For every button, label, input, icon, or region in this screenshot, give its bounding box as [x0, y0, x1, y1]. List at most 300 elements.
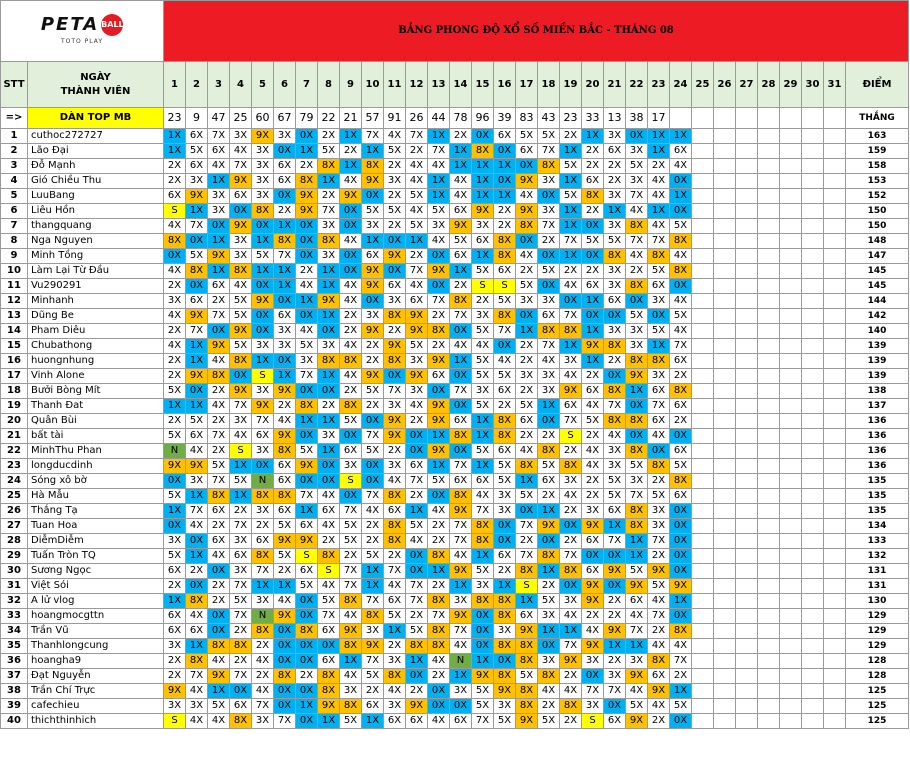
result-cell: 0X: [494, 339, 516, 354]
result-cell: 8X: [450, 489, 472, 504]
result-cell: 9X: [186, 309, 208, 324]
row-score: 136: [846, 414, 909, 429]
member-name: Đỗ Mạnh: [28, 159, 164, 174]
result-cell: 5X: [670, 459, 692, 474]
result-cell: 4X: [406, 399, 428, 414]
result-cell: 8X: [670, 624, 692, 639]
result-cell: 4X: [648, 429, 670, 444]
result-cell: 6X: [494, 264, 516, 279]
result-cell: 5X: [362, 549, 384, 564]
result-cell: [692, 159, 714, 174]
result-cell: 0X: [604, 369, 626, 384]
result-cell: 6X: [472, 474, 494, 489]
result-cell: 7X: [252, 699, 274, 714]
result-cell: 5X: [340, 714, 362, 729]
result-cell: 8X: [494, 639, 516, 654]
result-cell: 7X: [362, 489, 384, 504]
result-cell: 2X: [252, 669, 274, 684]
table-row: [1, 414, 909, 429]
result-cell: 9X: [230, 174, 252, 189]
result-cell: 3X: [494, 489, 516, 504]
result-cell: 7X: [450, 534, 472, 549]
result-cell: 2X: [648, 624, 670, 639]
result-cell: 3X: [384, 399, 406, 414]
result-cell: [758, 669, 780, 684]
member-name: hoangha9: [28, 654, 164, 669]
result-cell: 4X: [648, 699, 670, 714]
result-cell: 2X: [670, 369, 692, 384]
member-name: Minh Tồng: [28, 249, 164, 264]
result-cell: 7X: [450, 309, 472, 324]
header-day: 20: [582, 62, 604, 108]
result-cell: 0X: [516, 504, 538, 519]
result-cell: [736, 699, 758, 714]
result-cell: [758, 384, 780, 399]
result-cell: 7X: [626, 234, 648, 249]
result-cell: 8X: [494, 234, 516, 249]
result-cell: [714, 609, 736, 624]
top-number-cell: [714, 108, 736, 129]
result-cell: 1X: [670, 594, 692, 609]
result-cell: [692, 324, 714, 339]
result-cell: 7X: [406, 264, 428, 279]
result-cell: 5X: [494, 369, 516, 384]
result-cell: 4X: [208, 354, 230, 369]
result-cell: 8X: [230, 639, 252, 654]
member-name: Tuan Hoa: [28, 519, 164, 534]
result-cell: 7X: [648, 399, 670, 414]
result-cell: [824, 684, 846, 699]
result-cell: [780, 714, 802, 729]
member-name: Thanh Đat: [28, 399, 164, 414]
result-cell: 8X: [516, 654, 538, 669]
member-name: Chubathong: [28, 339, 164, 354]
top-number-cell: 22: [318, 108, 340, 129]
result-cell: [824, 714, 846, 729]
member-name: Vinh Alone: [28, 369, 164, 384]
top-number-cell: 43: [538, 108, 560, 129]
result-cell: 3X: [384, 174, 406, 189]
result-cell: 1X: [252, 264, 274, 279]
result-cell: 6X: [406, 714, 428, 729]
result-cell: [714, 264, 736, 279]
result-cell: [758, 339, 780, 354]
result-cell: 8X: [340, 639, 362, 654]
result-cell: 4X: [428, 234, 450, 249]
result-cell: [758, 564, 780, 579]
result-cell: 3X: [516, 369, 538, 384]
result-cell: 1X: [208, 234, 230, 249]
result-cell: 5X: [208, 699, 230, 714]
result-cell: 3X: [648, 519, 670, 534]
result-cell: [758, 219, 780, 234]
result-cell: 8X: [384, 489, 406, 504]
result-cell: 3X: [472, 579, 494, 594]
row-stt: 39: [1, 699, 28, 714]
table-row: [1, 714, 909, 729]
result-cell: [758, 534, 780, 549]
result-cell: 1X: [164, 129, 186, 144]
result-cell: 6X: [560, 399, 582, 414]
result-cell: 4X: [428, 504, 450, 519]
result-cell: 5X: [604, 234, 626, 249]
top-number-cell: 83: [516, 108, 538, 129]
result-cell: 1X: [296, 144, 318, 159]
result-cell: [780, 399, 802, 414]
result-cell: 0X: [296, 249, 318, 264]
row-stt: 22: [1, 444, 28, 459]
row-score: 135: [846, 504, 909, 519]
row-score: 131: [846, 579, 909, 594]
result-cell: [824, 594, 846, 609]
header-day: 28: [758, 62, 780, 108]
header-day: 6: [274, 62, 296, 108]
row-stt: 17: [1, 369, 28, 384]
top-number-cell: 23: [164, 108, 186, 129]
member-name: bất tài: [28, 429, 164, 444]
result-cell: [802, 609, 824, 624]
result-cell: 6X: [604, 144, 626, 159]
result-cell: [802, 579, 824, 594]
result-cell: 0X: [428, 489, 450, 504]
result-cell: 0X: [582, 309, 604, 324]
result-cell: 7X: [428, 144, 450, 159]
result-cell: 4X: [340, 174, 362, 189]
result-cell: 3X: [230, 249, 252, 264]
result-cell: 2X: [362, 684, 384, 699]
result-cell: 1X: [648, 204, 670, 219]
result-cell: [780, 414, 802, 429]
result-cell: 0X: [670, 504, 692, 519]
result-cell: 0X: [538, 279, 560, 294]
result-cell: [758, 414, 780, 429]
header-day: 3: [208, 62, 230, 108]
result-cell: 6X: [670, 354, 692, 369]
result-cell: 1X: [604, 204, 626, 219]
result-cell: [692, 444, 714, 459]
top-number-cell: 21: [340, 108, 362, 129]
result-cell: 6X: [274, 459, 296, 474]
result-cell: [802, 564, 824, 579]
row-score: 129: [846, 639, 909, 654]
result-cell: [692, 189, 714, 204]
result-cell: [802, 384, 824, 399]
row-stt: 28: [1, 534, 28, 549]
result-cell: 1X: [648, 144, 670, 159]
result-cell: 4X: [538, 684, 560, 699]
result-cell: 2X: [164, 354, 186, 369]
result-cell: 2X: [384, 324, 406, 339]
result-cell: 0X: [670, 714, 692, 729]
result-cell: 9X: [384, 339, 406, 354]
result-cell: 1X: [340, 159, 362, 174]
result-cell: [714, 249, 736, 264]
result-cell: [736, 279, 758, 294]
result-cell: 9X: [230, 219, 252, 234]
result-cell: 7X: [582, 684, 604, 699]
result-cell: 4X: [340, 279, 362, 294]
result-cell: 8X: [670, 234, 692, 249]
result-cell: 4X: [472, 339, 494, 354]
result-cell: 4X: [670, 324, 692, 339]
result-cell: 8X: [494, 594, 516, 609]
result-cell: [824, 669, 846, 684]
result-cell: 4X: [340, 294, 362, 309]
result-cell: [780, 129, 802, 144]
result-cell: [758, 174, 780, 189]
header-day: 18: [538, 62, 560, 108]
result-cell: 0X: [428, 699, 450, 714]
result-cell: [780, 609, 802, 624]
result-cell: [824, 639, 846, 654]
result-cell: 5X: [406, 339, 428, 354]
result-cell: [714, 534, 736, 549]
row-stt: 37: [1, 669, 28, 684]
result-cell: 7X: [648, 234, 670, 249]
result-cell: 1X: [252, 354, 274, 369]
result-cell: 2X: [318, 534, 340, 549]
result-cell: [802, 159, 824, 174]
row-stt: 16: [1, 354, 28, 369]
result-cell: [714, 369, 736, 384]
result-cell: 5X: [340, 534, 362, 549]
result-cell: 2X: [230, 504, 252, 519]
result-cell: 0X: [164, 519, 186, 534]
result-cell: 2X: [384, 159, 406, 174]
result-cell: 0X: [626, 129, 648, 144]
result-cell: 6X: [450, 249, 472, 264]
row-stt: 6: [1, 204, 28, 219]
result-cell: 1X: [362, 714, 384, 729]
result-cell: 8X: [516, 699, 538, 714]
result-cell: 2X: [406, 684, 428, 699]
header-day: 1: [164, 62, 186, 108]
header-stt: STT: [1, 62, 28, 108]
result-cell: 2X: [362, 519, 384, 534]
result-cell: 0X: [296, 594, 318, 609]
result-cell: 7X: [230, 519, 252, 534]
result-cell: 4X: [208, 159, 230, 174]
result-cell: 5X: [472, 399, 494, 414]
result-cell: 0X: [362, 459, 384, 474]
result-cell: 8X: [186, 594, 208, 609]
result-cell: 0X: [340, 249, 362, 264]
result-cell: 6X: [296, 519, 318, 534]
result-cell: 0X: [186, 279, 208, 294]
result-cell: [824, 204, 846, 219]
result-cell: 0X: [296, 129, 318, 144]
result-cell: [780, 204, 802, 219]
member-name: Vu290291: [28, 279, 164, 294]
result-cell: 4X: [450, 339, 472, 354]
result-cell: 3X: [538, 204, 560, 219]
result-cell: 1X: [516, 324, 538, 339]
table-row: [1, 219, 909, 234]
result-cell: 4X: [626, 249, 648, 264]
member-name: Trần Vũ: [28, 624, 164, 639]
result-cell: 0X: [274, 654, 296, 669]
result-cell: 0X: [560, 294, 582, 309]
result-cell: 9X: [406, 369, 428, 384]
result-cell: 2X: [472, 294, 494, 309]
result-cell: 0X: [208, 564, 230, 579]
result-cell: [780, 474, 802, 489]
result-cell: 1X: [274, 279, 296, 294]
table-row: [1, 279, 909, 294]
result-cell: 8X: [472, 594, 494, 609]
result-cell: 1X: [582, 129, 604, 144]
result-cell: [714, 504, 736, 519]
result-cell: 7X: [208, 309, 230, 324]
result-cell: 6X: [186, 624, 208, 639]
result-cell: 9X: [186, 369, 208, 384]
row-stt: 32: [1, 594, 28, 609]
result-cell: [714, 654, 736, 669]
result-cell: 3X: [626, 174, 648, 189]
result-cell: 9X: [450, 219, 472, 234]
result-cell: 5X: [494, 714, 516, 729]
result-cell: 3X: [274, 339, 296, 354]
result-cell: [824, 549, 846, 564]
result-cell: 9X: [252, 129, 274, 144]
result-cell: [780, 219, 802, 234]
result-cell: 3X: [626, 654, 648, 669]
table-row: [1, 624, 909, 639]
result-cell: 8X: [428, 549, 450, 564]
result-cell: 0X: [252, 309, 274, 324]
result-cell: 6X: [164, 189, 186, 204]
result-cell: 8X: [472, 519, 494, 534]
result-cell: 2X: [450, 129, 472, 144]
result-cell: S: [516, 579, 538, 594]
result-cell: 7X: [450, 519, 472, 534]
result-cell: 3X: [626, 144, 648, 159]
result-cell: 1X: [164, 504, 186, 519]
header-member: [28, 62, 164, 108]
result-cell: [824, 414, 846, 429]
result-cell: 2X: [164, 369, 186, 384]
result-cell: 8X: [538, 444, 560, 459]
top-number-cell: 17: [648, 108, 670, 129]
member-name: MinhThu Phan: [28, 444, 164, 459]
result-cell: 0X: [626, 429, 648, 444]
row-stt: 30: [1, 564, 28, 579]
result-cell: [824, 219, 846, 234]
row-stt: 29: [1, 549, 28, 564]
result-cell: [802, 594, 824, 609]
result-cell: 7X: [362, 129, 384, 144]
result-cell: [692, 354, 714, 369]
result-cell: 6X: [582, 174, 604, 189]
member-name: DiễmDiễm: [28, 534, 164, 549]
result-cell: [780, 594, 802, 609]
result-cell: 5X: [362, 384, 384, 399]
table-row: [1, 654, 909, 669]
result-cell: [802, 669, 824, 684]
result-cell: 2X: [384, 639, 406, 654]
result-cell: [802, 714, 824, 729]
result-cell: 4X: [428, 714, 450, 729]
result-cell: S: [164, 204, 186, 219]
result-cell: 4X: [362, 504, 384, 519]
result-cell: 4X: [648, 219, 670, 234]
result-cell: [736, 309, 758, 324]
result-cell: [758, 294, 780, 309]
result-cell: 3X: [560, 474, 582, 489]
result-cell: [692, 384, 714, 399]
result-cell: [802, 129, 824, 144]
logo-brand: PETA: [40, 14, 100, 35]
member-name: thichthinhich: [28, 714, 164, 729]
result-cell: [758, 489, 780, 504]
result-cell: [736, 204, 758, 219]
result-cell: 8X: [340, 594, 362, 609]
result-cell: [802, 654, 824, 669]
result-cell: [780, 384, 802, 399]
header-day: 27: [736, 62, 758, 108]
result-cell: 2X: [362, 399, 384, 414]
result-cell: [692, 459, 714, 474]
result-cell: 0X: [538, 189, 560, 204]
result-cell: S: [164, 714, 186, 729]
result-cell: 3X: [164, 699, 186, 714]
result-cell: 3X: [494, 504, 516, 519]
result-cell: [780, 684, 802, 699]
result-cell: 3X: [252, 339, 274, 354]
result-cell: 4X: [626, 609, 648, 624]
result-cell: 6X: [230, 549, 252, 564]
result-cell: [824, 654, 846, 669]
result-cell: 8X: [626, 519, 648, 534]
result-cell: [758, 249, 780, 264]
result-cell: 2X: [516, 534, 538, 549]
result-cell: 1X: [362, 144, 384, 159]
result-cell: 4X: [428, 159, 450, 174]
result-cell: 7X: [670, 654, 692, 669]
result-cell: [758, 594, 780, 609]
result-cell: [824, 489, 846, 504]
header-day: 19: [560, 62, 582, 108]
result-cell: 2X: [340, 144, 362, 159]
result-cell: 1X: [296, 699, 318, 714]
result-cell: 0X: [296, 309, 318, 324]
result-cell: 4X: [340, 609, 362, 624]
result-cell: [692, 309, 714, 324]
result-cell: 0X: [406, 444, 428, 459]
result-cell: [802, 504, 824, 519]
result-cell: 9X: [362, 324, 384, 339]
header-day: 2: [186, 62, 208, 108]
header-day: 22: [626, 62, 648, 108]
result-cell: 5X: [296, 339, 318, 354]
header-day: 17: [516, 62, 538, 108]
result-cell: 0X: [670, 549, 692, 564]
row-score: 138: [846, 384, 909, 399]
result-cell: 8X: [384, 519, 406, 534]
row-stt: 33: [1, 609, 28, 624]
result-cell: 8X: [362, 609, 384, 624]
result-cell: 4X: [384, 474, 406, 489]
member-name: Đạt Nguyễn: [28, 669, 164, 684]
result-cell: 3X: [230, 534, 252, 549]
result-cell: 2X: [230, 654, 252, 669]
result-cell: [780, 624, 802, 639]
result-cell: 1X: [274, 579, 296, 594]
result-cell: 8X: [516, 564, 538, 579]
result-cell: 9X: [428, 264, 450, 279]
result-cell: 1X: [164, 594, 186, 609]
result-cell: 8X: [560, 459, 582, 474]
